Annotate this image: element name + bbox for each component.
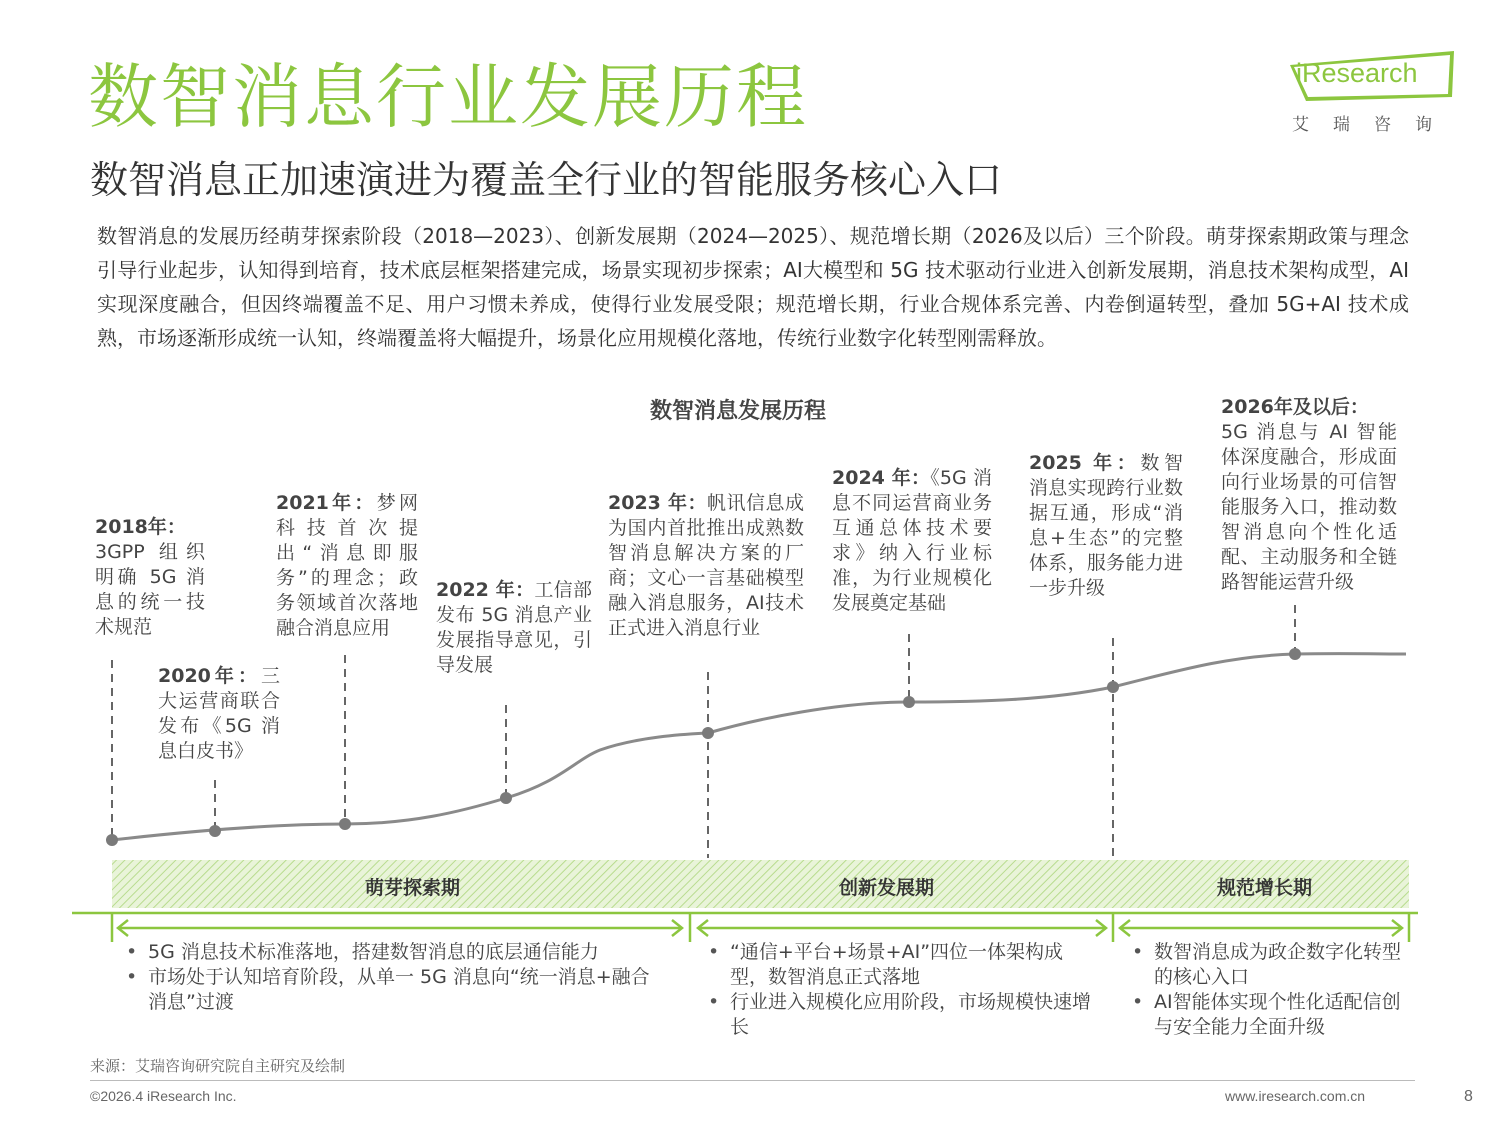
event-year: 2025 年: [1029, 452, 1117, 474]
event-year: 2022 年: [436, 579, 516, 601]
event-dot-2021: [339, 818, 351, 830]
page-subtitle: 数智消息正加速演进为覆盖全行业的智能服务核心入口: [90, 158, 1003, 202]
phase-arrow-1: [118, 920, 682, 936]
copyright: ©2026.4 iResearch Inc.: [90, 1088, 237, 1104]
phase-band: [112, 860, 1409, 908]
event-text: 数智消息实现跨行业数据互通，形成“消息+生态”的完整体系，服务能力进一步升级: [1029, 452, 1183, 599]
list-item: • 5G 消息技术标准落地，搭建数智消息的底层通信能力: [118, 940, 658, 965]
event-dot-2024: [903, 696, 915, 708]
event-text: 《5G 消息不同运营商业务互通总体技术要求》纳入行业标准，为行业规模化发展奠定基础: [832, 467, 992, 614]
event-text: 工信部发布 5G 消息产业发展指导意见，引导发展: [436, 579, 592, 676]
event-2020: 2020年：三大运营商联合发布《5G 消息白皮书》: [158, 665, 280, 762]
phase-bullets-2: [700, 940, 1096, 1040]
event-text: 帆讯信息成为国内首批推出成熟数智消息解决方案的厂商；文心一言基础模型融入消息服务，AI技术正式进入消息行业: [608, 492, 804, 639]
growth-curve: [112, 654, 1406, 840]
event-year: 2023 年: [608, 492, 688, 514]
event-year: 2024 年: [832, 467, 911, 489]
phase-arrow-2: [698, 920, 1106, 936]
list-item: • 数智消息成为政企数字化转型的核心入口: [1124, 940, 1410, 990]
logo-wordmark: iResearch: [1296, 58, 1418, 88]
source-note: 来源：艾瑞咨询研究院自主研究及绘制: [90, 1057, 346, 1075]
event-dot-2023: [702, 727, 714, 739]
list-item: • 市场处于认知培育阶段，从单一 5G 消息向“统一消息+融合消息”过渡: [118, 965, 658, 1015]
list-item: • AI智能体实现个性化适配信创与安全能力全面升级: [1124, 990, 1410, 1040]
diagram-title: 数智消息发展历程: [650, 399, 827, 424]
list-item: • 行业进入规模化应用阶段，市场规模快速增长: [700, 990, 1096, 1040]
event-year: 2021年: [276, 492, 355, 514]
phase-arrow-3: [1120, 920, 1402, 936]
event-dot-2020: [209, 825, 221, 837]
intro-paragraph: 数智消息的发展历经萌芽探索阶段（2018—2023）、创新发展期（2024—2025）、规范增长期（2026及以后）三个阶段。萌芽探索期政策与理念引导行业起步，认知得到培育，技术底层框架搭建完成，场景实现初步探索；AI大模型和 5G 技术驱动行业进入创新发展期，消息技术架构成型，AI 实现深度融合，但因终端覆盖不足、用户习惯未养成，使得行业发展受限；规范增长期，行业合规体系完善、内卷倒逼转型，叠加 5G+AI 技术成熟，市场逐渐形成统一认知，终端覆盖将大幅提升，场景化应用规模化落地，传统行业数字化转型刚需释放。: [97, 224, 1409, 350]
event-2023: 2023 年：帆讯信息成为国内首批推出成熟数智消息解决方案的厂商；文心一言基础模型融入消息服务，AI技术正式进入消息行业: [608, 492, 804, 639]
phase-label-2: 创新发展期: [839, 877, 935, 899]
event-text: 3GPP 组织明确 5G 消息的统一技术规范: [95, 541, 205, 638]
event-text: 三大运营商联合发布《5G 消息白皮书》: [158, 665, 280, 762]
phase-label-3: 规范增长期: [1217, 877, 1313, 899]
event-2022: 2022 年：工信部发布 5G 消息产业发展指导意见，引导发展: [436, 579, 592, 676]
event-text: 梦网科技首次提出“消息即服务”的理念；政务领域首次落地融合消息应用: [276, 492, 418, 639]
event-text: 5G 消息与 AI 智能体深度融合，形成面向行业场景的可信智能服务入口，推动数智消息向个性化适配、主动服务和全链路智能运营升级: [1221, 421, 1397, 593]
event-2024: 2024 年：《5G 消息不同运营商业务互通总体技术要求》纳入行业标准，为行业规模化发展奠定基础: [832, 467, 992, 614]
event-2021: 2021年：梦网科技首次提出“消息即服务”的理念；政务领域首次落地融合消息应用: [276, 492, 418, 639]
logo-chinese: 艾瑞咨询: [1292, 115, 1456, 135]
phase-label-1: 萌芽探索期: [365, 877, 461, 899]
event-2018: 2018年： 3GPP 组织明确 5G 消息的统一技术规范: [95, 516, 205, 638]
event-dot-2025: [1107, 681, 1119, 693]
phase-bullets-3: [1124, 940, 1410, 1040]
website-link[interactable]: www.iresearch.com.cn: [1225, 1088, 1366, 1104]
event-dot-2022: [500, 792, 512, 804]
footer-divider: [90, 1080, 1415, 1081]
phase-bullets-1: [118, 940, 658, 1015]
event-dot-2026: [1289, 648, 1301, 660]
event-year: 2020年: [158, 665, 238, 687]
event-year: 2026年及以后: [1221, 396, 1350, 418]
event-2026: 2026年及以后： 5G 消息与 AI 智能体深度融合，形成面向行业场景的可信智能服务入口，推动数智消息向个性化适配、主动服务和全链路智能运营升级: [1221, 396, 1397, 593]
event-2025: 2025 年：数智消息实现跨行业数据互通，形成“消息+生态”的完整体系，服务能力进一步升级: [1029, 452, 1183, 599]
page-title: 数智消息行业发展历程: [88, 56, 808, 138]
page-number: 8: [1464, 1088, 1473, 1105]
list-item: • “通信+平台+场景+AI”四位一体架构成型，数智消息正式落地: [700, 940, 1096, 990]
event-dot-2018: [106, 834, 118, 846]
event-year: 2018年: [95, 516, 167, 538]
